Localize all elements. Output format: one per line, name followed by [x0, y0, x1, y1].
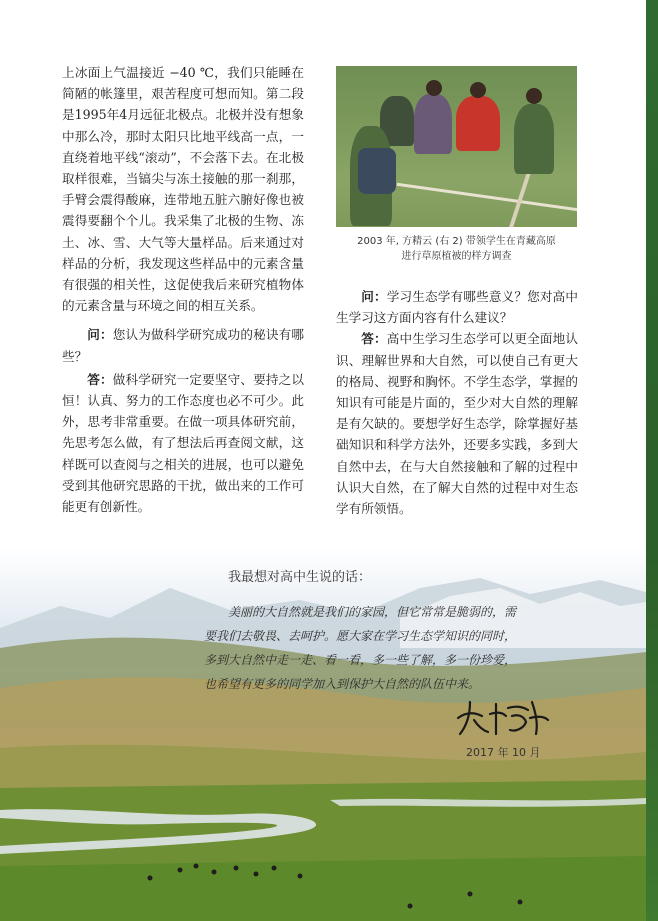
question-1: [62, 324, 304, 366]
answer-label: 答：: [87, 371, 113, 387]
question-2: [336, 286, 578, 328]
person-figure: [514, 104, 554, 174]
message-line: 要我们去敬畏、去呵护。愿大家在学习生态学知识的同时，: [204, 629, 517, 643]
message-title: 我最想对高中生说的话：: [228, 570, 372, 585]
handwritten-signature: [452, 694, 552, 742]
person-figure: [414, 94, 452, 154]
question-text: 您认为做科学研究成功的秘诀有哪些？: [62, 327, 305, 364]
right-column: [336, 286, 578, 519]
left-column: [62, 62, 304, 517]
page-edge-bar: [646, 0, 658, 921]
field-survey-photo: [336, 66, 577, 227]
question-label: 问：: [361, 289, 387, 304]
message-line: 美丽的大自然就是我们的家园，但它常常是脆弱的，需: [228, 605, 517, 619]
answer-1: [62, 369, 304, 517]
caption-line: 2003 年, 方精云 (右 2) 带领学生在青藏高原: [357, 236, 556, 247]
person-head: [426, 80, 442, 96]
quadrat-tape: [397, 183, 577, 212]
person-head: [470, 82, 486, 98]
person-figure: [456, 96, 500, 151]
message-line: 也希望有更多的同学加入到保护大自然的队伍中来。: [204, 677, 481, 691]
answer-text: 高中生学习生态学可以更全面地认识、理解世界和大自然，可以使自己有更大的格局、视野和胸怀。不学生态学，掌握的知识有可能是片面的，至少对大自然的理解是有欠缺的。要想学好生态学，除掌握好基础知识和科学方法外，还要多实践，多到大自然中去，在与大自然接触和了解的过程中认识大自然，在了解大自然的过程中对生态学有所领悟。: [336, 331, 579, 517]
answer-2: [336, 328, 578, 519]
question-text: 学习生态学有哪些意义？您对高中生学习这方面内容有什么建议？: [336, 289, 579, 326]
caption-line: 进行草原植被的样方调查: [401, 251, 512, 262]
person-head: [526, 88, 542, 104]
intro-paragraph: 上冰面上气温接近 −40 ℃，我们只能睡在简陋的帐篷里，艰苦程度可想而知。第二段是1995年4月远征北极点。北极并没有想象中那么冷，那时太阳只比地平线高一点，一直绕着地平线“滚动”，不会落下去。在北极取样很难，当镐尖与冻土接触的那一刹那，手臂会震得酸麻，连带地五脏六腑好像也被震得要翻个个儿。我采集了北极的生物、冻土、冰、雪、大气等大量样品。后来通过对样品的分析，我发现这些样品中的元素含量有很强的相关性，这促使我后来研究植物体的元素含量与环境之间的相互关系。: [62, 65, 304, 314]
message-date: 2017 年 10 月: [466, 746, 541, 759]
message-line: 多到大自然中走一走、看一看，多一些了解，多一份珍爱，: [204, 653, 517, 667]
photo-caption: [336, 234, 577, 264]
question-label: 问：: [87, 327, 113, 343]
answer-text: 做科学研究一定要坚守、要持之以恒！认真、努力的工作态度也必不可少。此外，思考非常重要。在做一项具体研究前，先思考怎么做，有了想法后再查阅文献，这样既可以查阅与之相关的进展，也可以避免受到其他研究思路的干扰，做出来的工作可能更有创新性。: [62, 371, 305, 515]
handwritten-message: [204, 600, 564, 696]
answer-label: 答：: [361, 331, 387, 347]
backpack: [358, 148, 396, 194]
